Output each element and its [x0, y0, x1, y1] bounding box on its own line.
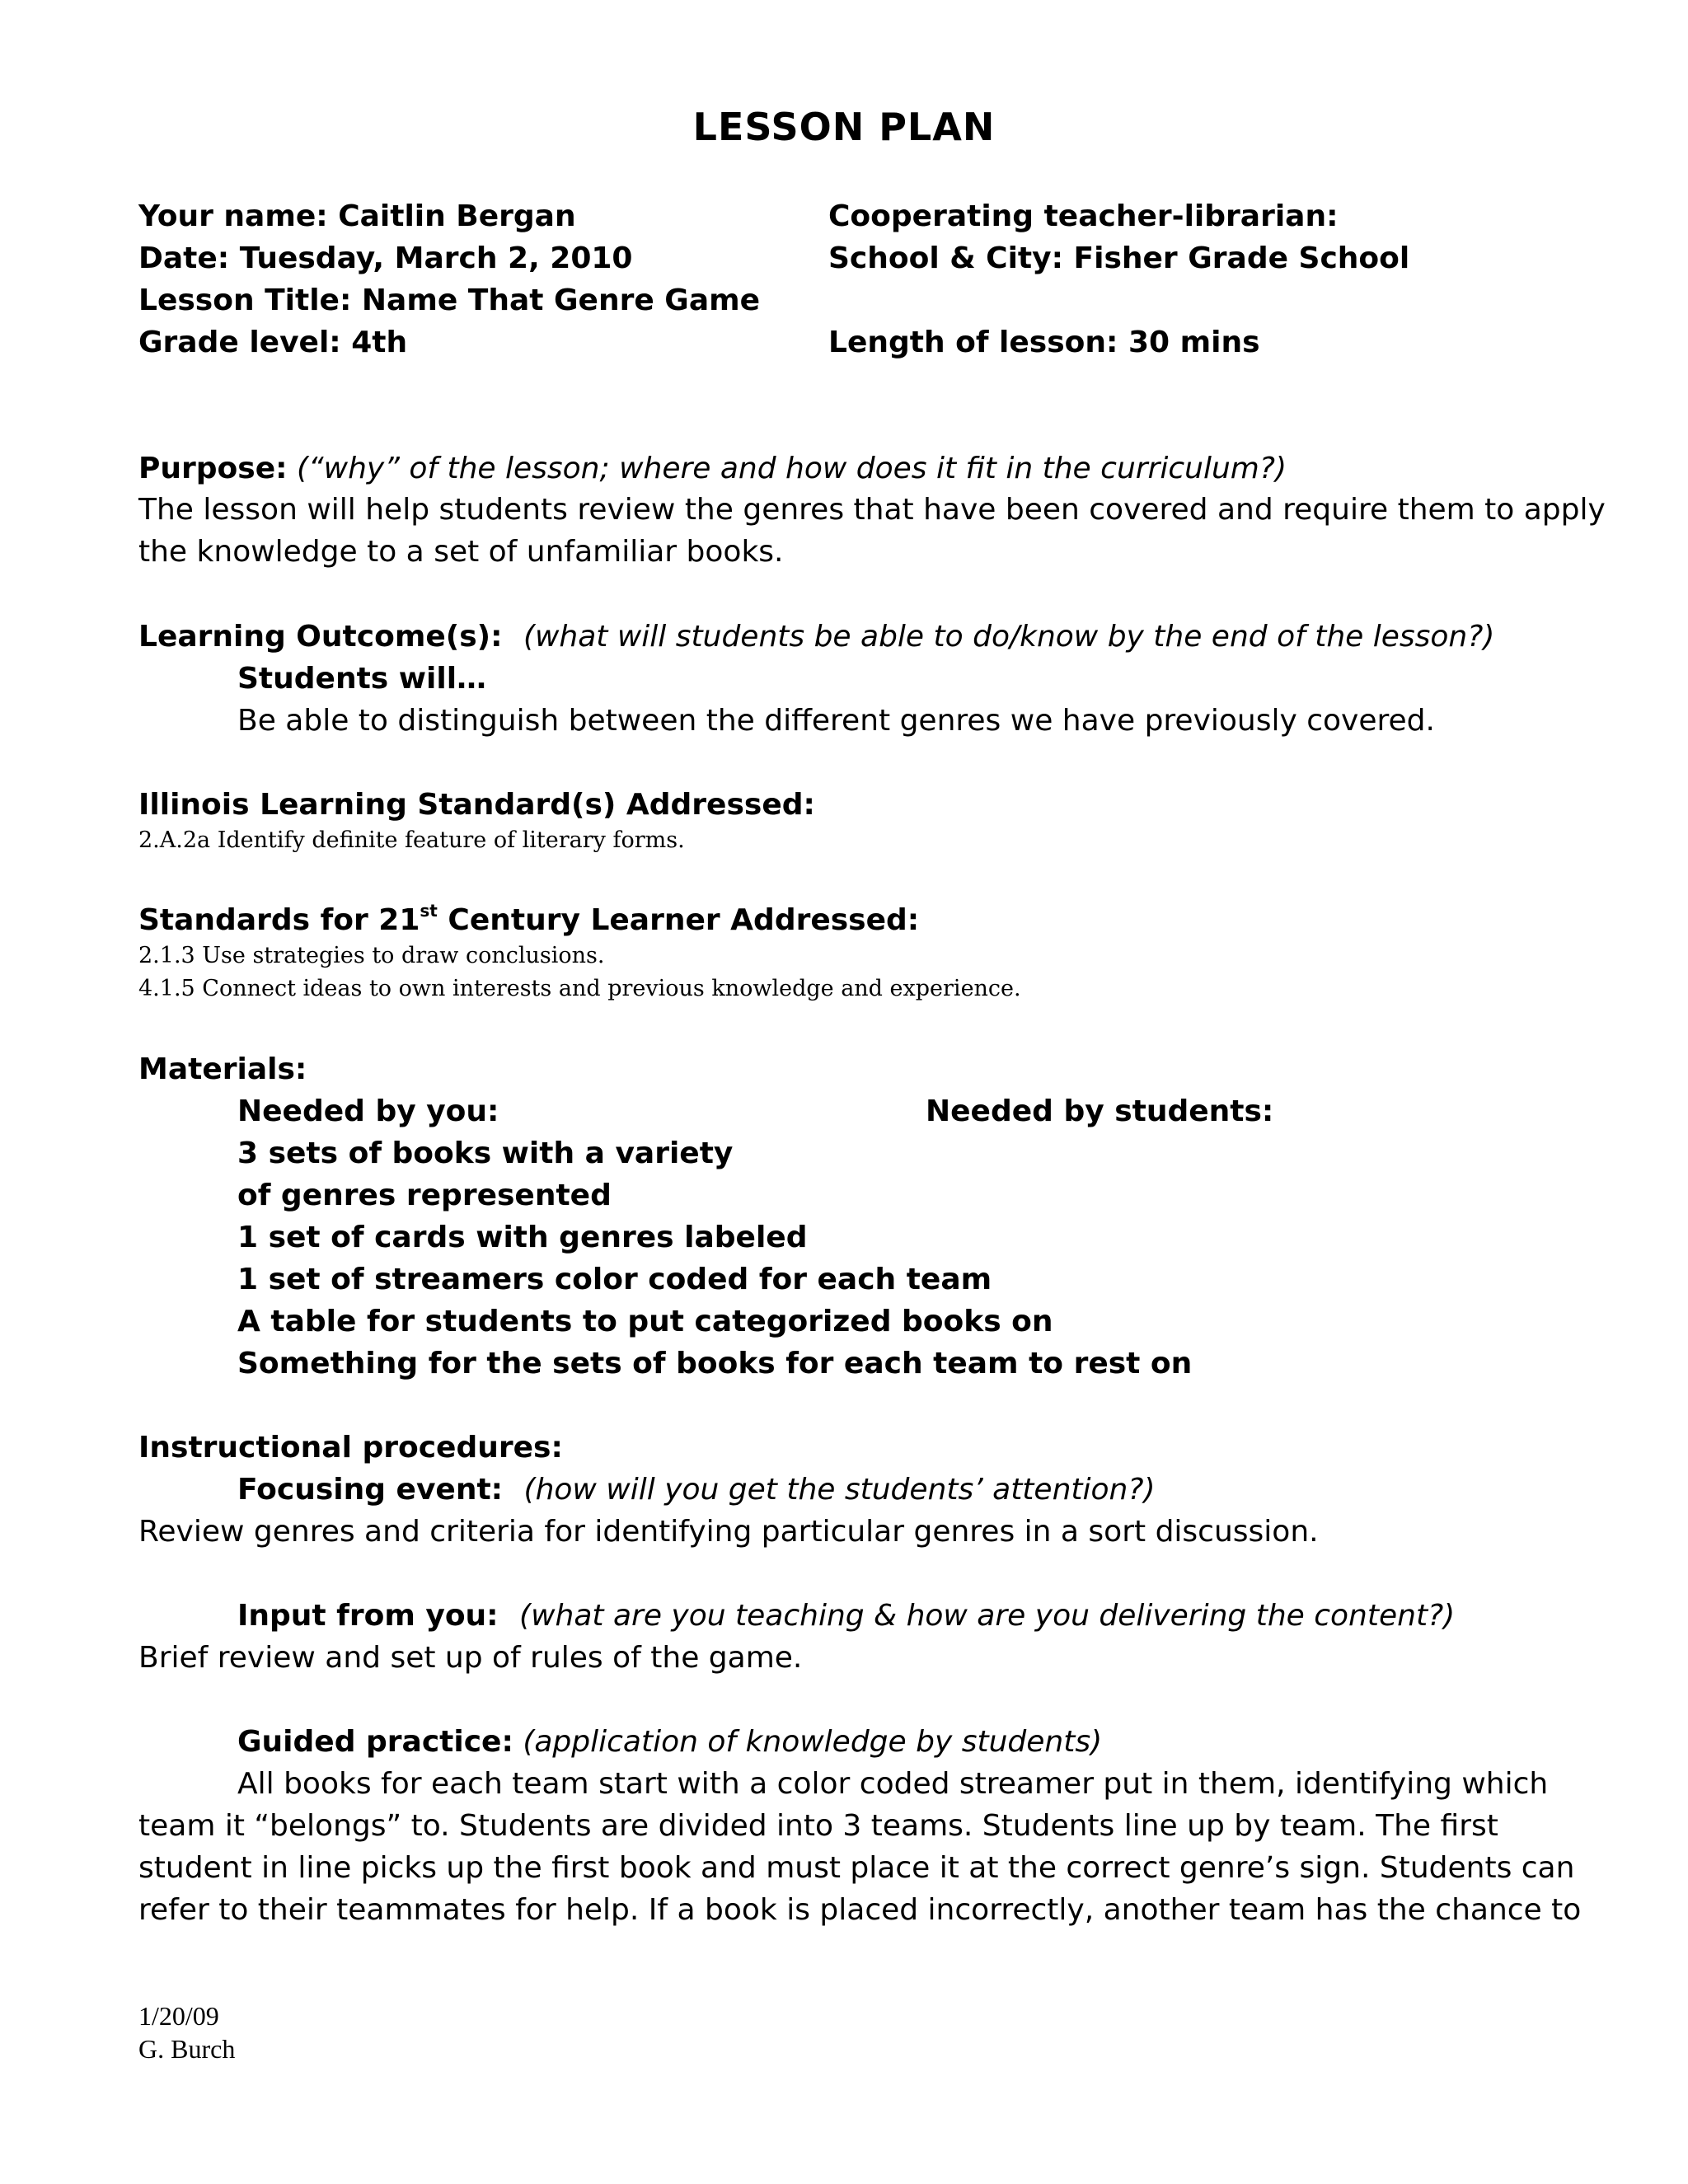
guided-practice-hint: (application of knowledge by students) — [523, 1725, 1103, 1759]
material-item: 3 sets of books with a variety — [237, 1137, 734, 1170]
century-standard-item: 2.1.3 Use strategies to draw conclusions. — [138, 943, 605, 968]
purpose-text-line: the knowledge to a set of unfamiliar books. — [138, 535, 784, 569]
lesson-date: Date: Tuesday, March 2, 2010 — [138, 241, 633, 275]
focusing-event-heading — [237, 1473, 1156, 1507]
needed-by-you-label: Needed by you: — [237, 1094, 499, 1128]
outcomes-label: Learning Outcome(s): — [138, 620, 503, 654]
needed-by-students-label: Needed by students: — [926, 1094, 1274, 1128]
students-will: Students will… — [237, 662, 487, 696]
outcome-text: Be able to distinguish between the different genres we have previously covered. — [237, 704, 1435, 738]
document-title: LESSON PLAN — [692, 105, 996, 149]
material-item: of genres represented — [237, 1179, 612, 1212]
procedures-heading: Instructional procedures: — [138, 1431, 563, 1465]
guided-practice-line: refer to their teammates for help. If a book is placed incorrectly, another team has the chance to — [138, 1893, 1582, 1927]
lesson-length: Length of lesson: 30 mins — [828, 326, 1260, 359]
guided-practice-line: team it “belongs” to. Students are divided into 3 teams. Students line up by team. The first — [138, 1809, 1498, 1843]
materials-heading: Materials: — [138, 1052, 307, 1086]
material-item: 1 set of streamers color coded for each team — [237, 1263, 992, 1296]
input-hint: (what are you teaching & how are you delivering the content?) — [519, 1599, 1456, 1633]
century-standard-item: 4.1.5 Connect ideas to own interests and previous knowledge and experience. — [138, 976, 1021, 1001]
guided-practice-label: Guided practice: — [237, 1725, 513, 1759]
your-name: Your name: Caitlin Bergan — [138, 199, 576, 233]
input-label: Input from you: — [237, 1599, 499, 1633]
century-label-pre: Standards for 21 — [138, 903, 420, 937]
material-item: 1 set of cards with genres labeled — [237, 1221, 808, 1254]
grade-level: Grade level: 4th — [138, 326, 408, 359]
input-text: Brief review and set up of rules of the game. — [138, 1641, 803, 1675]
lesson-title: Lesson Title: Name That Genre Game — [138, 284, 761, 317]
school-city: School & City: Fisher Grade School — [828, 241, 1410, 275]
cooperating-teacher: Cooperating teacher-librarian: — [828, 199, 1339, 233]
footer-date: 1/20/09 — [138, 2001, 219, 2031]
focusing-event-label: Focusing event: — [237, 1473, 504, 1507]
material-item: A table for students to put categorized books on — [237, 1305, 1053, 1338]
material-item: Something for the sets of books for each team to rest on — [237, 1347, 1193, 1380]
century-label-post: Century Learner Addressed: — [437, 903, 920, 937]
guided-practice-line: student in line picks up the first book and must place it at the correct genre’s sign. Students can — [138, 1851, 1575, 1885]
outcomes-heading — [138, 620, 1494, 654]
illinois-standard-item: 2.A.2a Identify definite feature of literary forms. — [138, 827, 685, 853]
illinois-heading: Illinois Learning Standard(s) Addressed: — [138, 788, 815, 822]
outcomes-hint: (what will students be able to do/know by the end of the lesson?) — [523, 620, 1495, 654]
purpose-label: Purpose: — [138, 452, 288, 485]
footer-author: G. Burch — [138, 2034, 236, 2064]
focusing-event-text: Review genres and criteria for identifying particular genres in a sort discussion. — [138, 1515, 1319, 1549]
purpose-heading — [138, 452, 1287, 485]
input-heading — [237, 1599, 1455, 1633]
century-heading — [138, 903, 919, 937]
guided-practice-heading — [237, 1725, 1102, 1759]
century-label-sup: st — [420, 901, 438, 921]
purpose-hint: (“why” of the lesson; where and how does it fit in the curriculum?) — [296, 452, 1287, 485]
guided-practice-line: All books for each team start with a color coded streamer put in them, identifying which — [237, 1767, 1549, 1801]
purpose-text-line: The lesson will help students review the genres that have been covered and require them to apply — [138, 493, 1606, 527]
focusing-event-hint: (how will you get the students’ attention?) — [523, 1473, 1156, 1507]
